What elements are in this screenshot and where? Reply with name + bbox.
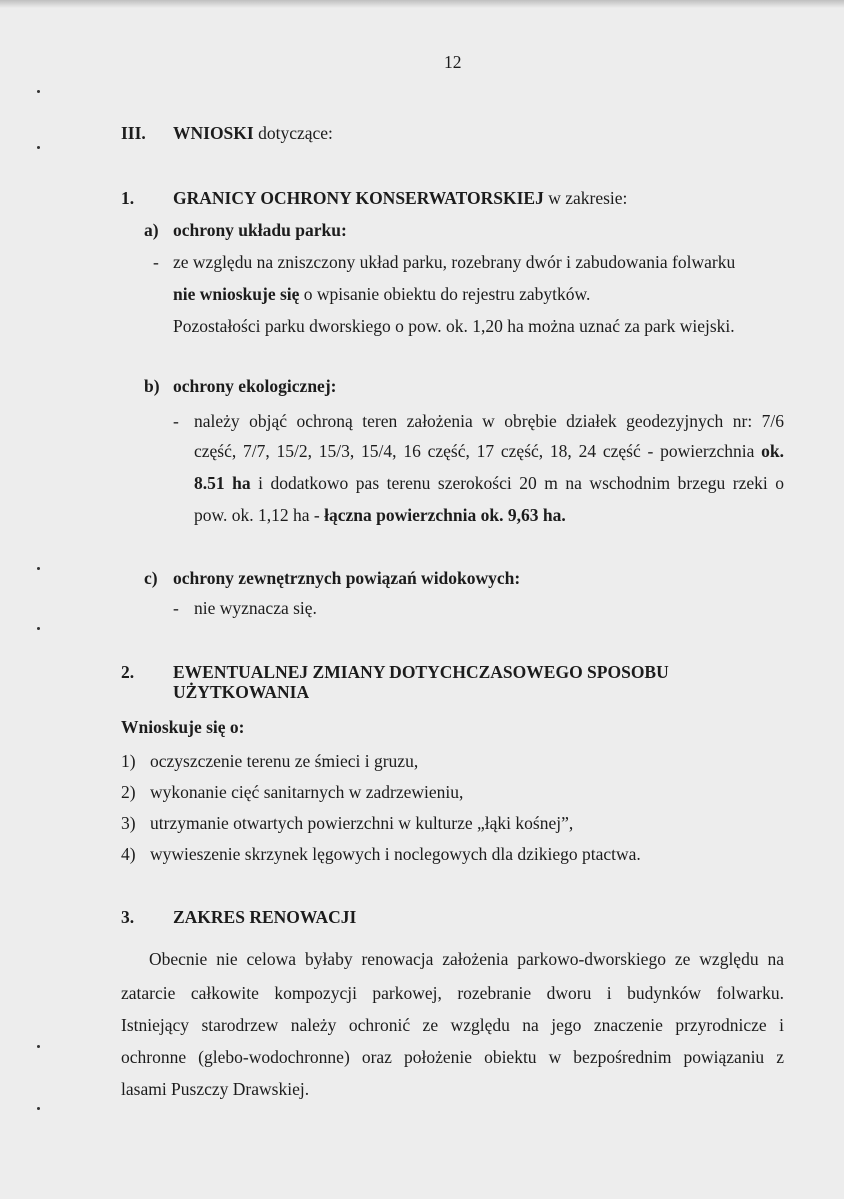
subsection-a-line-2-rest: o wpisanie obiektu do rejestru zabytków. [303, 284, 591, 304]
scan-speck [37, 627, 40, 630]
subsection-a-line-2 [173, 283, 590, 305]
section-3-paragraph-line-5: lasami Puszczy Drawskiej. [121, 1079, 310, 1099]
list-item-text: utrzymanie otwartych powierzchni w kulturze „łąki kośnej”, [150, 813, 574, 833]
scan-speck [37, 1045, 40, 1048]
section-1-number: 1. [121, 188, 135, 208]
subsection-a-line-2-bold: nie wnioskuje się [173, 284, 300, 304]
list-item-number: 2) [121, 782, 136, 802]
section-3-paragraph-line-2: zatarcie całkowite kompozycji parkowej, rozebranie dworu i budynków folwarku. [121, 983, 784, 1003]
subsection-a-line-1: ze względu na zniszczony układ parku, rozebrany dwór i zabudowania folwarku [173, 252, 736, 272]
section-1-title-bold: GRANICY OCHRONY KONSERWATORSKIEJ [173, 188, 544, 208]
list-item-text: wykonanie cięć sanitarnych w zadrzewieniu, [150, 782, 464, 802]
subsection-b-line-4-rest: pow. ok. 1,12 ha - [194, 505, 320, 525]
section-2-title-line-1: EWENTUALNEJ ZMIANY DOTYCHCZASOWEGO SPOSOBU [173, 662, 669, 682]
subsection-a-label: a) [144, 220, 159, 240]
list-item-number: 3) [121, 813, 136, 833]
subsection-c-line-1: nie wyznacza się. [194, 598, 317, 618]
section-2-number: 2. [121, 662, 135, 682]
section-1-title [173, 187, 627, 209]
subsection-b-line-3 [194, 472, 784, 494]
subsection-b-line-2-bold: ok. [761, 441, 784, 461]
heading-title-rest: dotyczące: [258, 123, 333, 143]
subsection-b-line-3-rest: i dodatkowo pas terenu szerokości 20 m na wschodnim brzegu rzeki o [258, 473, 784, 493]
subsection-b-line-4-bold: łączna powierzchnia ok. 9,63 ha. [324, 505, 566, 525]
scan-speck [37, 90, 40, 93]
subsection-b-line-3-bold: 8.51 ha [194, 473, 251, 493]
subsection-b-line-2 [194, 440, 784, 462]
section-3-paragraph-line-1: Obecnie nie celowa byłaby renowacja założenia parkowo-dworskiego ze względu na [149, 949, 784, 969]
scan-top-edge [0, 0, 844, 8]
heading-title-bold: WNIOSKI [173, 123, 254, 143]
section-2-intro: Wnioskuje się o: [121, 717, 245, 737]
subsection-a-line-3: Pozostałości parku dworskiego o pow. ok. 1,20 ha można uznać za park wiejski. [173, 316, 735, 336]
subsection-b-line-2-rest: część, 7/7, 15/2, 15/3, 15/4, 16 część, 17 część, 18, 24 część - powierzchnia [194, 441, 755, 461]
section-2-title-line-2: UŻYTKOWANIA [173, 682, 310, 702]
scan-speck [37, 1107, 40, 1110]
subsection-b-label: b) [144, 376, 160, 396]
list-item-text: wywieszenie skrzynek lęgowych i noclegowych dla dzikiego ptactwa. [150, 844, 641, 864]
page-number: 12 [444, 52, 462, 72]
subsection-a-dash: - [153, 252, 159, 272]
list-item-number: 4) [121, 844, 136, 864]
heading-title [173, 122, 333, 144]
scan-speck [37, 146, 40, 149]
subsection-c-title: ochrony zewnętrznych powiązań widokowych: [173, 568, 521, 588]
subsection-c-label: c) [144, 568, 158, 588]
subsection-b-line-1: należy objąć ochroną teren założenia w obrębie działek geodezyjnych nr: 7/6 [194, 411, 784, 431]
list-item-text: oczyszczenie terenu ze śmieci i gruzu, [150, 751, 419, 771]
section-3-paragraph-line-4: ochronne (glebo-wodochronne) oraz położenie obiektu w bezpośrednim powiązaniu z [121, 1047, 784, 1067]
list-item-number: 1) [121, 751, 136, 771]
section-3-title: ZAKRES RENOWACJI [173, 907, 357, 927]
heading-roman-numeral: III. [121, 123, 146, 143]
section-3-number: 3. [121, 907, 135, 927]
scan-speck [37, 567, 40, 570]
section-3-paragraph-line-3: Istniejący starodrzew należy ochronić ze względu na jego znaczenie przyrodnicze i [121, 1015, 784, 1035]
subsection-b-title: ochrony ekologicznej: [173, 376, 337, 396]
subsection-b-line-4 [194, 504, 566, 526]
subsection-b-dash: - [173, 411, 179, 431]
subsection-a-title: ochrony układu parku: [173, 220, 347, 240]
section-1-title-rest: w zakresie: [548, 188, 628, 208]
subsection-c-dash: - [173, 598, 179, 618]
